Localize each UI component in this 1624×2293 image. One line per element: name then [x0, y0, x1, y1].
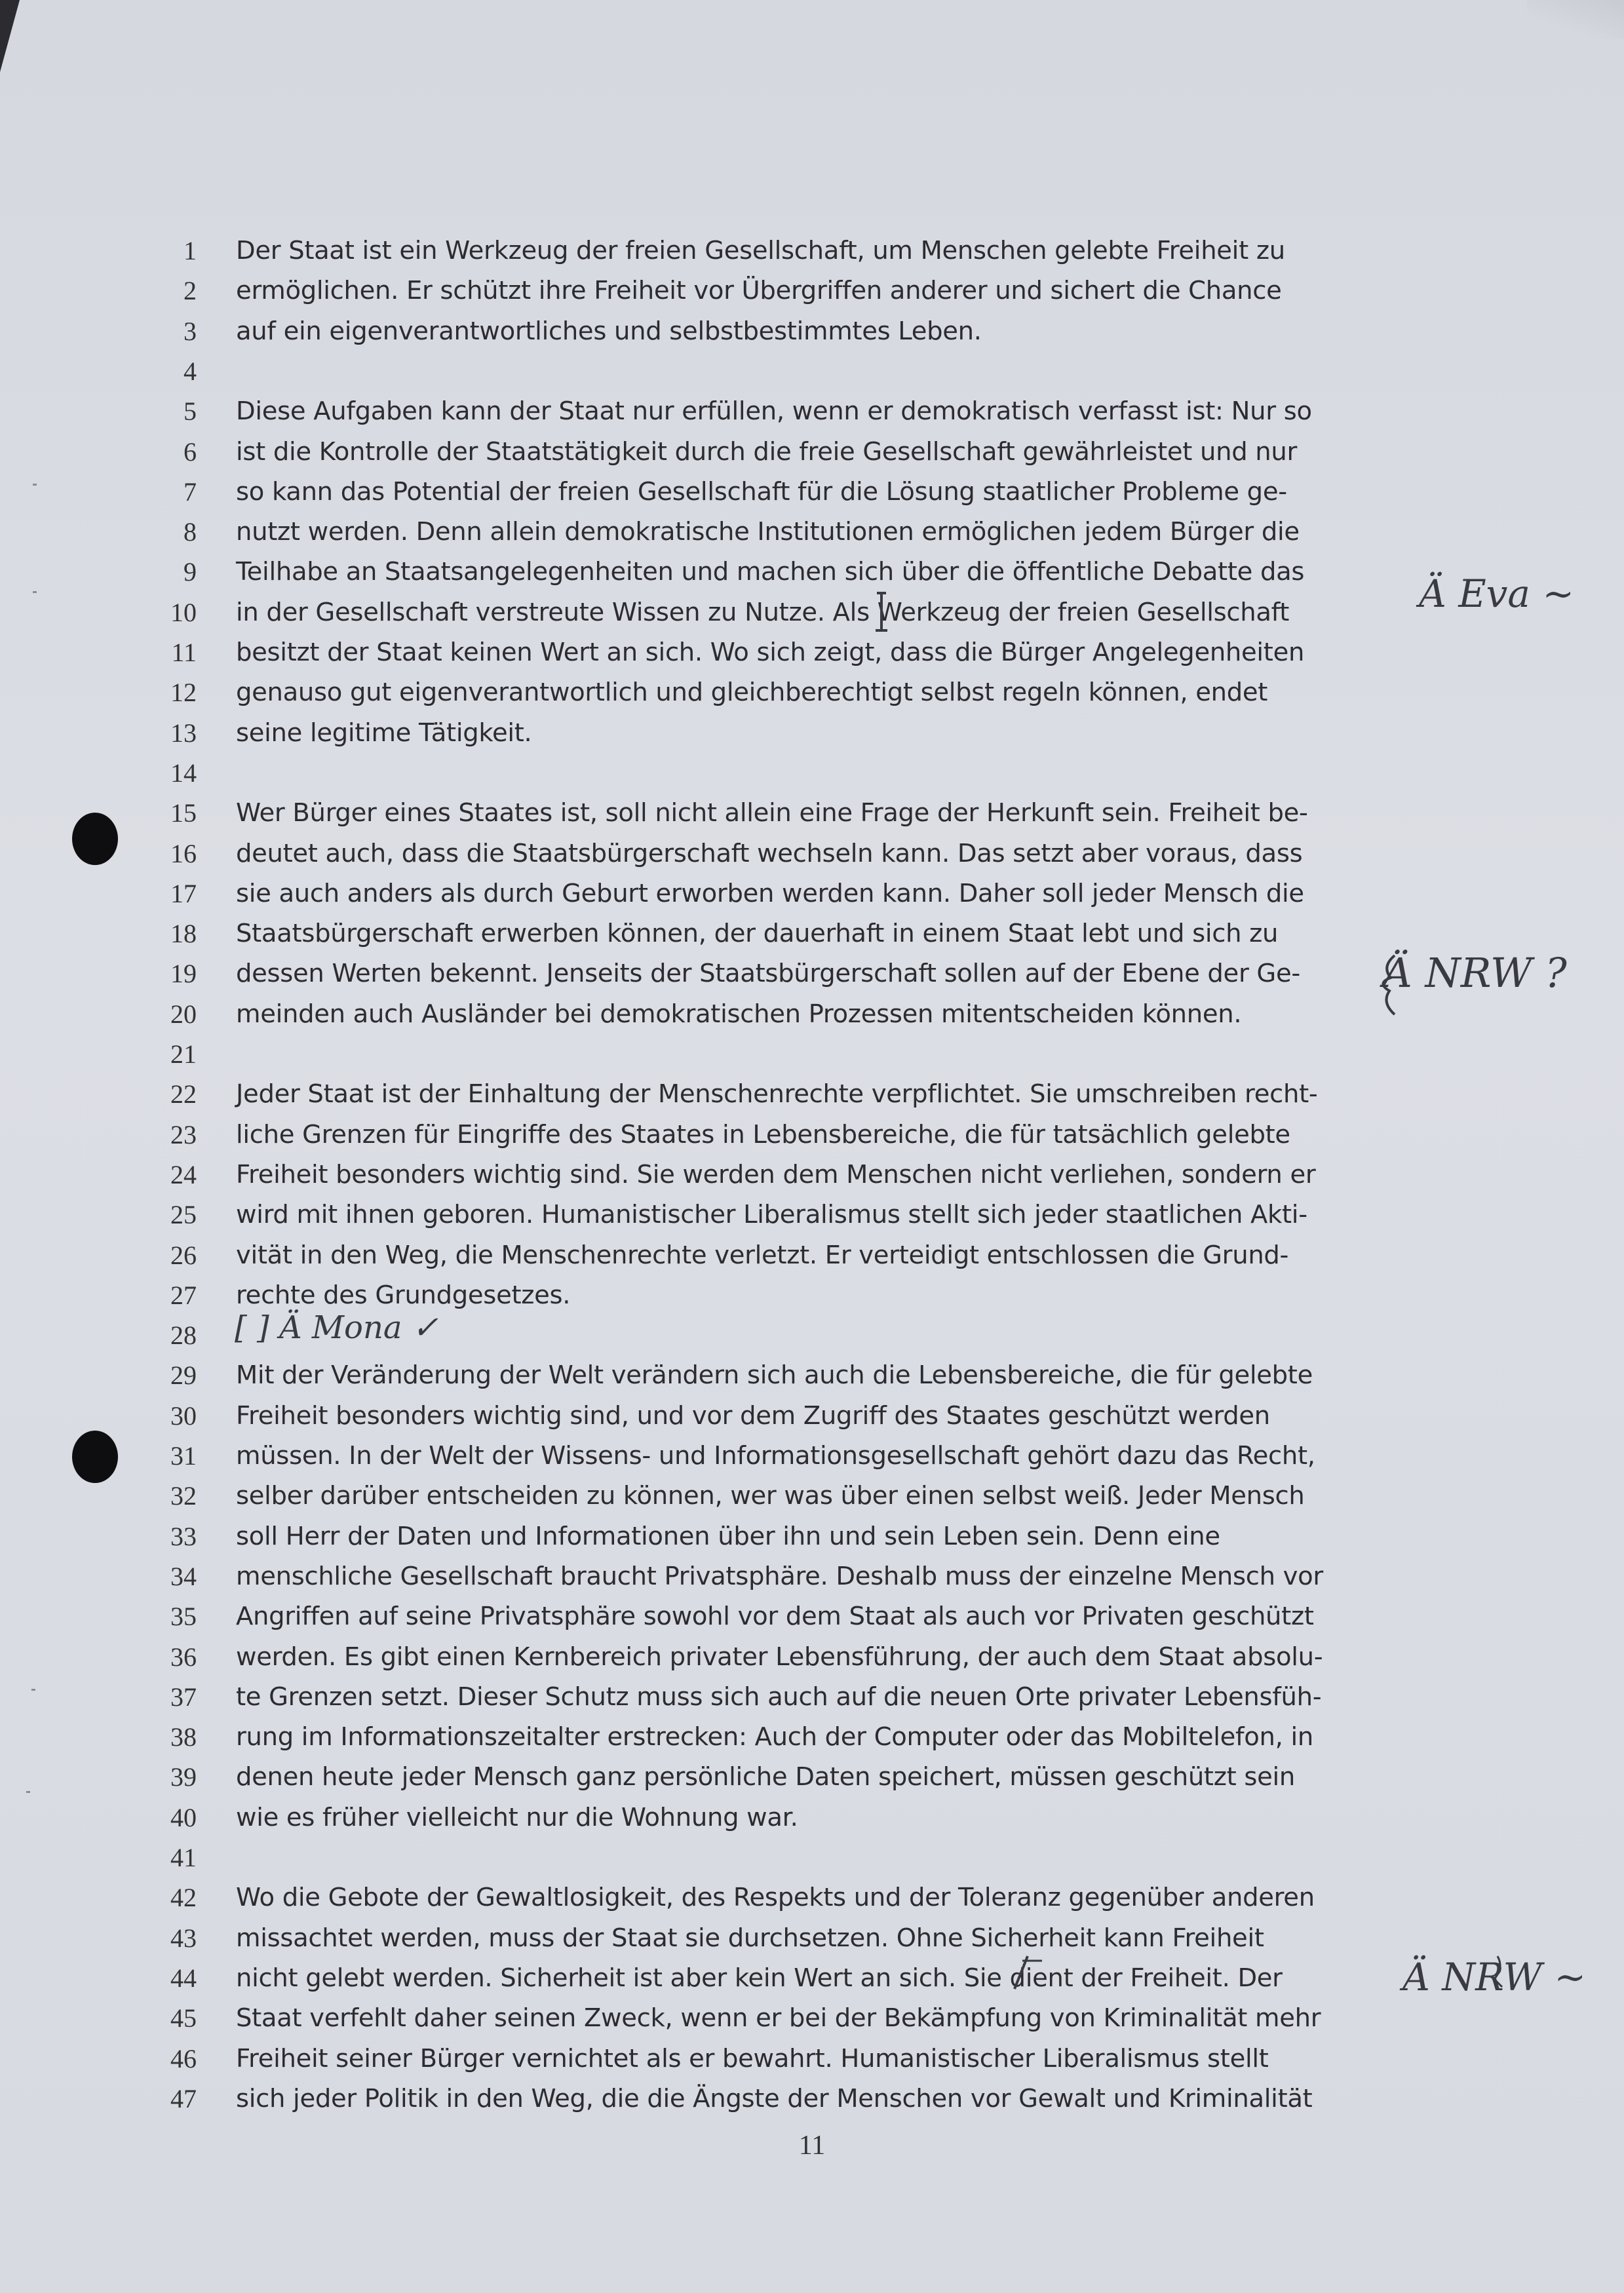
line-text: Angriffen auf seine Privatsphäre sowohl vor dem Staat als auch vor Privaten geschützt	[236, 1602, 1314, 1632]
line-number: 19	[170, 959, 197, 989]
line-number: 18	[170, 919, 197, 949]
line-text: nutzt werden. Denn allein demokratische Institutionen ermöglichen jedem Bürger die	[236, 517, 1300, 547]
line-text: wird mit ihnen geboren. Humanistischer Liberalismus stellt sich jeder staatlichen Akti-	[236, 1200, 1307, 1230]
line-number: 14	[170, 758, 197, 788]
line-number: 36	[170, 1642, 197, 1672]
handwritten-note-nrw-1: Ä NRW ?	[1383, 949, 1567, 997]
line-number: 2	[184, 276, 197, 306]
squiggle-line44	[1494, 1956, 1502, 1987]
line-number: 35	[170, 1602, 197, 1632]
line-number: 31	[170, 1441, 197, 1471]
line-text: werden. Es gibt einen Kernbereich privater Lebensführung, der auch dem Staat absolu-	[236, 1642, 1323, 1672]
line-text: Staat verfehlt daher seinen Zweck, wenn er bei der Bekämpfung von Kriminalität mehr	[236, 2003, 1321, 2033]
line-number: 7	[184, 476, 197, 507]
line-number: 15	[170, 798, 197, 828]
line-text: Teilhabe an Staatsangelegenheiten und machen sich über die öffentliche Debatte das	[236, 557, 1305, 587]
line-text: dessen Werten bekennt. Jenseits der Staatsbürgerschaft sollen auf der Ebene der Ge-	[236, 959, 1300, 989]
line-text: meinden auch Ausländer bei demokratischen Prozessen mitentscheiden können.	[236, 999, 1242, 1029]
line-number: 33	[170, 1521, 197, 1551]
line-number: 22	[170, 1079, 197, 1109]
line-text: Freiheit besonders wichtig sind, und vor dem Zugriff des Staates geschützt werden	[236, 1400, 1270, 1431]
line-text: te Grenzen setzt. Dieser Schutz muss sich auch auf die neuen Orte privater Lebensfüh-	[236, 1682, 1322, 1712]
line-number: 10	[170, 597, 197, 627]
line-text: müssen. In der Welt der Wissens- und Informationsgesellschaft gehört dazu das Recht,	[236, 1441, 1315, 1471]
line-number: 16	[170, 838, 197, 868]
line-number: 4	[184, 356, 197, 386]
line-number: 45	[170, 2003, 197, 2033]
line-number: 12	[170, 678, 197, 708]
line-text: sie auch anders als durch Geburt erworben werden kann. Daher soll jeder Mensch die	[236, 878, 1304, 908]
line-number: 13	[170, 718, 197, 748]
line-text: genauso gut eigenverantwortlich und gleichberechtigt selbst regeln können, endet	[236, 678, 1268, 708]
line-text: Wo die Gebote der Gewaltlosigkeit, des Respekts und der Toleranz gegenüber anderen	[236, 1883, 1315, 1913]
line-number: 46	[170, 2043, 197, 2073]
line-text: Wer Bürger eines Staates ist, soll nicht allein eine Frage der Herkunft sein. Freiheit be-	[236, 798, 1308, 828]
line-number: 1	[184, 236, 197, 265]
line-text: liche Grenzen für Eingriffe des Staates in Lebensbereiche, die für tatsächlich gelebte	[236, 1119, 1290, 1149]
line-text: vität in den Weg, die Menschenrechte verletzt. Er verteidigt entschlossen die Grund-	[236, 1240, 1289, 1270]
line-number: 30	[170, 1400, 197, 1431]
line-number: 38	[170, 1722, 197, 1752]
line-text: rechte des Grundgesetzes.	[236, 1280, 571, 1310]
line-text: wie es früher vielleicht nur die Wohnung war.	[236, 1802, 798, 1832]
line-text: menschliche Gesellschaft braucht Privatsphäre. Deshalb muss der einzelne Mensch vor	[236, 1561, 1323, 1591]
line-text: Jeder Staat ist der Einhaltung der Menschenrechte verpflichtet. Sie umschreiben recht-	[236, 1079, 1318, 1109]
line-number: 21	[170, 1039, 197, 1069]
line-text: deutet auch, dass die Staatsbürgerschaft wechseln kann. Das setzt aber voraus, dass	[236, 838, 1303, 868]
line-text: ermöglichen. Er schützt ihre Freiheit vor Übergriffen anderer und sichert die Chance	[236, 276, 1282, 306]
line-number: 3	[184, 316, 197, 346]
line-number: 8	[184, 517, 197, 547]
line-number: 11	[171, 638, 197, 667]
line-number: 23	[170, 1119, 197, 1149]
line-number: 44	[170, 1963, 197, 1993]
line-number: 39	[170, 1762, 197, 1792]
line-number: 41	[170, 1843, 197, 1872]
line-text: soll Herr der Daten und Informationen über ihn und sein Leben sein. Denn eine	[236, 1521, 1220, 1551]
line-text: in der Gesellschaft verstreute Wissen zu Nutze. Als Werkzeug der freien Gesellschaft	[236, 597, 1290, 627]
handwritten-note-mona: [ ] Ä Mona ✓	[235, 1309, 438, 1346]
line-number: 42	[170, 1883, 197, 1913]
line-text: missachtet werden, muss der Staat sie durchsetzen. Ohne Sicherheit kann Freiheit	[236, 1923, 1264, 1953]
line-number: 17	[170, 878, 197, 908]
line-text: sich jeder Politik in den Weg, die die Ängste der Menschen vor Gewalt und Kriminalität	[236, 2083, 1313, 2113]
line-text: Diese Aufgaben kann der Staat nur erfüllen, wenn er demokratisch verfasst ist: Nur so	[236, 396, 1312, 427]
line-number: 25	[170, 1200, 197, 1230]
line-number: 9	[184, 557, 197, 587]
line-number: 26	[170, 1240, 197, 1270]
line-number: 20	[170, 999, 197, 1029]
line-number: 6	[184, 436, 197, 467]
line-text: rung im Informationszeitalter erstrecken: Auch der Computer oder das Mobiltelefon, in	[236, 1722, 1314, 1752]
line-number: 29	[170, 1360, 197, 1391]
line-text: Freiheit seiner Bürger vernichtet als er bewahrt. Humanistischer Liberalismus stellt	[236, 2043, 1269, 2073]
line-number: 40	[170, 1802, 197, 1832]
line-text: Mit der Veränderung der Welt verändern sich auch die Lebensbereiche, die für gelebte	[236, 1360, 1313, 1391]
handwritten-note-nrw-2: Ä NRW ~	[1402, 1955, 1587, 1999]
line-number: 47	[170, 2083, 197, 2113]
line-number: 34	[170, 1561, 197, 1591]
curly-brace-line19	[1383, 955, 1395, 1014]
line-text: auf ein eigenverantwortliches und selbstbestimmtes Leben.	[236, 316, 982, 346]
page-number: 11	[798, 2130, 826, 2161]
line-number: 27	[170, 1280, 197, 1310]
line-text: selber darüber entscheiden zu können, wer was über einen selbst weiß. Jeder Mensch	[236, 1481, 1305, 1511]
line-number: 32	[170, 1481, 197, 1511]
line-text: besitzt der Staat keinen Wert an sich. Wo sich zeigt, dass die Bürger Angelegenheiten	[236, 638, 1305, 667]
line-text: Freiheit besonders wichtig sind. Sie werden dem Menschen nicht verliehen, sondern er	[236, 1159, 1316, 1189]
insert-mark-line10	[876, 593, 887, 630]
line-text: Der Staat ist ein Werkzeug der freien Gesellschaft, um Menschen gelebte Freiheit zu	[236, 236, 1285, 265]
line-text: ist die Kontrolle der Staatstätigkeit durch die freie Gesellschaft gewährleistet und nur	[236, 436, 1298, 467]
line-number: 24	[170, 1159, 197, 1189]
line-text: Staatsbürgerschaft erwerben können, der dauerhaft in einem Staat lebt und sich zu	[236, 919, 1279, 949]
line-text: nicht gelebt werden. Sicherheit ist aber kein Wert an sich. Sie dient der Freiheit. Der	[236, 1963, 1283, 1993]
line-text: so kann das Potential der freien Gesellschaft für die Lösung staatlicher Probleme ge-	[236, 476, 1287, 507]
line-number: 37	[170, 1682, 197, 1712]
line-text: denen heute jeder Mensch ganz persönliche Daten speichert, müssen geschützt sein	[236, 1762, 1296, 1792]
line-number: 5	[184, 396, 197, 427]
line-text: seine legitime Tätigkeit.	[236, 718, 532, 748]
line-number: 43	[170, 1923, 197, 1953]
handwritten-note-eva: Ä Eva ~	[1419, 571, 1575, 616]
line-number: 28	[170, 1320, 197, 1351]
